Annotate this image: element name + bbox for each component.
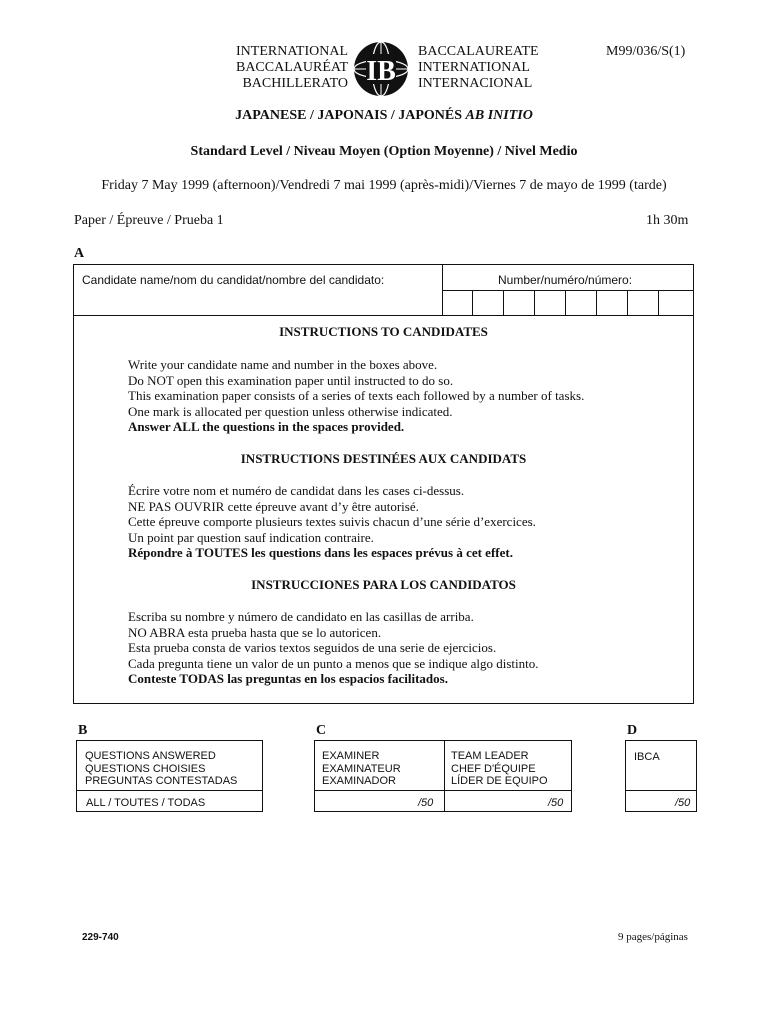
instruction-line: Cette épreuve comporte plusieurs textes suivis chacun d’une série d’exercices. [128,514,536,529]
section-a-label: A [74,246,85,261]
organization-name-right [418,44,578,92]
label-line: TEAM LEADER [451,750,529,762]
ibca-score-field[interactable]: /50 [675,797,691,809]
instruction-line: Answer ALL the questions in the spaces provided. [128,419,405,434]
instruction-line: One mark is allocated per question unless otherwise indicated. [128,403,453,419]
instructions-list-es [128,609,688,687]
subject-italic: AB INITIO [465,108,533,123]
divider [73,315,694,316]
org-line: BACCALAURÉAT [235,60,348,75]
label-line: QUESTIONS ANSWERED [85,750,216,762]
examiner-score-field[interactable]: /50 [418,797,434,809]
instruction-line: Esta prueba consta de varios textos seguidos de una serie de ejercicios. [128,640,497,655]
label-line: CHEF D'ÉQUIPE [451,762,536,775]
number-box-divider [565,290,566,315]
section-b-label: B [78,723,88,738]
instruction-line: Répondre à TOUTES les questions dans les espaces prévus à cet effet. [128,545,513,560]
ibca-label: IBCA [634,751,660,763]
instructions-title-fr: INSTRUCTIONS DESTINÉES AUX CANDIDATS [240,451,527,466]
org-line: INTERNACIONAL [418,76,533,91]
instruction-line: NO ABRA esta prueba hasta que se lo autoricen. [128,624,382,640]
page-count: 9 pages/páginas [618,931,688,943]
paper-label: Paper / Épreuve / Prueba 1 [74,213,224,228]
label-line: EXAMINER [322,750,380,762]
org-line: BACHILLERATO [242,76,348,91]
examiner-label [322,750,401,788]
section-d-label: D [627,723,638,738]
level-title: Standard Level / Niveau Moyen (Option Moyenne) / Nivel Medio [190,144,578,159]
label-line: QUESTIONS CHOISIES [85,762,206,775]
instructions-title-es: INSTRUCCIONES PARA LOS CANDIDATOS [251,577,516,592]
org-line: INTERNATIONAL [418,60,530,75]
divider [625,790,697,791]
label-line: PREGUNTAS CONTESTADAS [85,775,238,787]
number-box-divider [534,290,535,315]
instructions-list-fr [128,483,688,561]
label-line: LÍDER DE EQUIPO [451,775,548,787]
instruction-line: Écrire votre nom et numéro de candidat dans les cases ci-dessus. [128,483,465,498]
duration: 1h 30m [646,213,689,228]
instruction-line: This examination paper consists of a series of texts each followed by a number of tasks. [128,388,585,403]
org-line: INTERNATIONAL [236,44,348,59]
instruction-line: Write your candidate name and number in the boxes above. [128,357,438,372]
organization-name-left [208,44,348,92]
exam-date: Friday 7 May 1999 (afternoon)/Vendredi 7 mai 1999 (après-midi)/Viernes 7 de mayo de 1999 (tarde) [101,178,667,193]
instructions-list-en [128,357,688,435]
document-code: 229-740 [82,932,119,943]
section-c-label: C [316,723,327,738]
divider [442,290,694,291]
number-box-divider [472,290,473,315]
label-line: EXAMINADOR [322,775,396,787]
label-line: EXAMINATEUR [322,762,401,775]
number-box-divider [627,290,628,315]
instruction-line: NE PAS OUVRIR cette épreuve avant d’y être autorisé. [128,498,419,514]
logo-letters: IB [366,56,396,87]
team-leader-score-field[interactable]: /50 [548,797,564,809]
questions-answered-value: ALL / TOUTES / TODAS [86,797,206,809]
ib-logo [352,40,410,98]
divider [314,790,572,791]
exam-code: M99/036/S(1) [606,44,686,59]
instruction-line: Cada pregunta tiene un valor de un punto a menos que se indique algo distinto. [128,655,539,671]
subject-text: JAPANESE / JAPONAIS / JAPONÉS [235,108,466,123]
divider [444,740,445,812]
instructions-title-en: INSTRUCTIONS TO CANDIDATES [279,324,488,339]
questions-answered-label [85,750,237,788]
instruction-line: Do NOT open this examination paper until instructed to do so. [128,372,454,388]
org-line: BACCALAUREATE [418,44,539,59]
number-box-divider [658,290,659,315]
subject-title [0,108,768,124]
candidate-name-field[interactable]: Candidate name/nom du candidat/nombre del candidato: [82,273,385,287]
divider [76,790,263,791]
instruction-line: Escriba su nombre y número de candidato en las casillas de arriba. [128,609,474,624]
team-leader-label [451,750,548,788]
number-box-divider [596,290,597,315]
instruction-line: Un point par question sauf indication contraire. [128,529,374,545]
candidate-number-label: Number/numéro/número: [498,273,633,287]
instruction-line: Conteste TODAS las preguntas en los espacios facilitados. [128,671,448,686]
number-box-divider [503,290,504,315]
